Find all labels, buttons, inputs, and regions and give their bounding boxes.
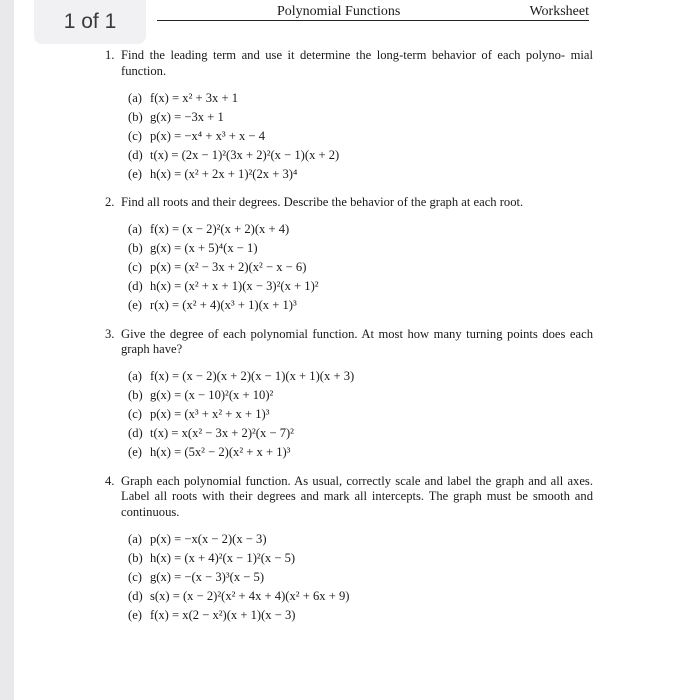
item-expression: s(x) = (x − 2)²(x² + 4x + 4)(x² + 6x + 9) — [150, 588, 350, 603]
item-expression: g(x) = (x + 5)⁴(x − 1) — [150, 241, 258, 256]
item-label: (e) — [128, 445, 142, 460]
item-label: (d) — [128, 279, 143, 294]
problem-text: Give the degree of each polynomial function. At most how many turning points does each graph have? — [121, 326, 593, 356]
item-label: (a) — [128, 222, 142, 237]
list-item — [128, 146, 593, 165]
item-expression: f(x) = (x − 2)²(x + 2)(x + 4) — [150, 222, 290, 237]
item-expression: f(x) = x(2 − x²)(x + 1)(x − 3) — [150, 607, 296, 622]
list-item — [128, 606, 593, 625]
item-expression: g(x) = −3x + 1 — [150, 109, 224, 124]
list-item — [128, 108, 593, 127]
list-item — [128, 368, 593, 387]
item-label: (a) — [128, 369, 142, 384]
item-expression: p(x) = −x⁴ + x³ + x − 4 — [150, 128, 266, 143]
item-list — [128, 89, 593, 184]
problem-number: 1. — [105, 48, 115, 62]
item-label: (a) — [128, 531, 142, 546]
list-item — [128, 240, 593, 259]
list-item — [128, 89, 593, 108]
item-label: (d) — [128, 426, 143, 441]
list-item — [128, 530, 593, 549]
list-item — [128, 406, 593, 425]
item-expression: g(x) = (x − 10)²(x + 10)² — [150, 388, 274, 403]
item-list — [128, 368, 593, 463]
list-item — [128, 549, 593, 568]
item-label: (e) — [128, 607, 142, 622]
item-list — [128, 530, 593, 625]
item-expression: p(x) = −x(x − 2)(x − 3) — [150, 531, 267, 546]
problem-text: Find the leading term and use it determine the long-term behavior of each polyno- mial function. — [121, 48, 593, 78]
item-expression: f(x) = (x − 2)(x + 2)(x − 1)(x + 1)(x + 3) — [150, 369, 355, 384]
problem-4 — [105, 474, 593, 626]
header-title: Polynomial Functions — [277, 4, 401, 19]
item-label: (c) — [128, 407, 142, 422]
item-expression: h(x) = (x² + x + 1)(x − 3)²(x + 1)² — [150, 279, 319, 294]
header-label: Worksheet — [529, 4, 589, 19]
problem-text: Find all roots and their degrees. Describe the behavior of the graph at each root. — [121, 195, 524, 209]
item-label: (c) — [128, 569, 142, 584]
list-item — [128, 425, 593, 444]
item-label: (e) — [128, 298, 142, 313]
item-expression: t(x) = (2x − 1)²(3x + 2)²(x − 1)(x + 2) — [150, 147, 340, 162]
list-item — [128, 387, 593, 406]
problem-number: 3. — [105, 326, 115, 341]
item-expression: h(x) = (x + 4)²(x − 1)²(x − 5) — [150, 550, 296, 565]
list-item — [128, 587, 593, 606]
item-label: (d) — [128, 147, 143, 162]
item-expression: g(x) = −(x − 3)³(x − 5) — [150, 569, 265, 584]
list-item — [128, 127, 593, 146]
item-label: (d) — [128, 588, 143, 603]
problem-list — [105, 48, 593, 636]
page-indicator: 1 of 1 — [34, 0, 146, 44]
list-item — [128, 259, 593, 278]
item-expression: t(x) = x(x² − 3x + 2)²(x − 7)² — [150, 426, 294, 441]
item-label: (a) — [128, 90, 142, 105]
item-label: (e) — [128, 166, 142, 181]
item-expression: p(x) = (x² − 3x + 2)(x² − x − 6) — [150, 260, 307, 275]
item-label: (b) — [128, 241, 143, 256]
list-item — [128, 278, 593, 297]
list-item — [128, 444, 593, 463]
problem-number: 4. — [105, 473, 115, 488]
list-item — [128, 221, 593, 240]
item-expression: h(x) = (5x² − 2)(x² + x + 1)³ — [150, 445, 291, 460]
item-label: (c) — [128, 128, 142, 143]
item-label: (b) — [128, 550, 143, 565]
item-label: (c) — [128, 260, 142, 275]
item-label: (b) — [128, 109, 143, 124]
list-item — [128, 297, 593, 316]
item-label: (b) — [128, 388, 143, 403]
list-item — [128, 165, 593, 184]
item-expression: f(x) = x² + 3x + 1 — [150, 90, 239, 105]
problem-number: 2. — [105, 195, 115, 209]
problem-2 — [105, 195, 593, 316]
item-expression: p(x) = (x³ + x² + x + 1)³ — [150, 407, 270, 422]
problem-text: Graph each polynomial function. As usual, correctly scale and label the graph and all axes. Label all roots with their degrees and mark all intercepts. The graph must be smooth and continuous. — [121, 473, 593, 519]
list-item — [128, 568, 593, 587]
item-list — [128, 221, 593, 316]
problem-1 — [105, 48, 593, 184]
item-expression: r(x) = (x² + 4)(x³ + 1)(x + 1)³ — [150, 298, 297, 313]
header-rule — [157, 20, 589, 21]
item-expression: h(x) = (x² + 2x + 1)²(2x + 3)⁴ — [150, 166, 298, 181]
problem-3 — [105, 327, 593, 463]
